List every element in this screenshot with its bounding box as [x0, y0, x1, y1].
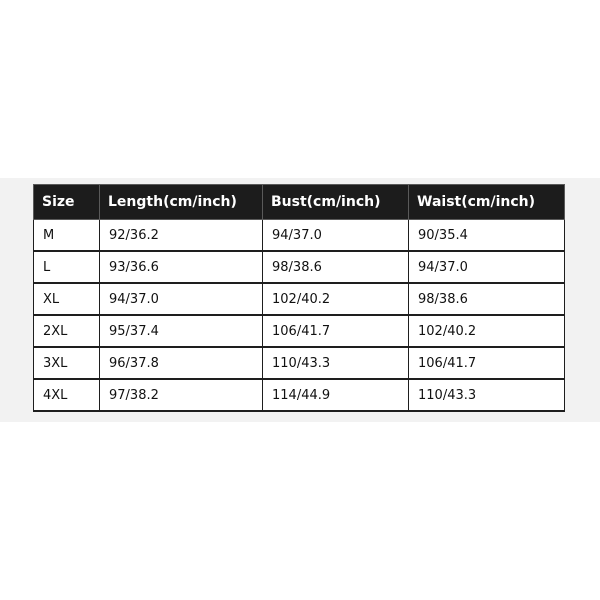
cell-length: 95/37.4 — [100, 315, 263, 347]
table-row — [34, 379, 565, 411]
cell-length: 97/38.2 — [100, 379, 263, 411]
cell-size: 3XL — [34, 347, 100, 379]
cell-waist: 106/41.7 — [409, 347, 565, 379]
cell-waist: 98/38.6 — [409, 283, 565, 315]
table-row — [34, 347, 565, 379]
cell-bust: 94/37.0 — [263, 220, 409, 252]
cell-waist: 110/43.3 — [409, 379, 565, 411]
cell-size: M — [34, 220, 100, 252]
cell-length: 93/36.6 — [100, 251, 263, 283]
cell-bust: 110/43.3 — [263, 347, 409, 379]
cell-size: 2XL — [34, 315, 100, 347]
cell-length: 96/37.8 — [100, 347, 263, 379]
cell-bust: 98/38.6 — [263, 251, 409, 283]
header-waist: Waist(cm/inch) — [409, 185, 565, 220]
table-row — [34, 220, 565, 252]
cell-size: L — [34, 251, 100, 283]
header-bust: Bust(cm/inch) — [263, 185, 409, 220]
size-chart-table — [33, 184, 565, 412]
cell-waist: 90/35.4 — [409, 220, 565, 252]
table-row — [34, 251, 565, 283]
cell-waist: 94/37.0 — [409, 251, 565, 283]
cell-length: 94/37.0 — [100, 283, 263, 315]
cell-size: XL — [34, 283, 100, 315]
table-row — [34, 315, 565, 347]
table-header-row — [34, 185, 565, 220]
header-size: Size — [34, 185, 100, 220]
cell-waist: 102/40.2 — [409, 315, 565, 347]
cell-bust: 106/41.7 — [263, 315, 409, 347]
header-length: Length(cm/inch) — [100, 185, 263, 220]
cell-size: 4XL — [34, 379, 100, 411]
cell-length: 92/36.2 — [100, 220, 263, 252]
cell-bust: 114/44.9 — [263, 379, 409, 411]
cell-bust: 102/40.2 — [263, 283, 409, 315]
table-row — [34, 283, 565, 315]
